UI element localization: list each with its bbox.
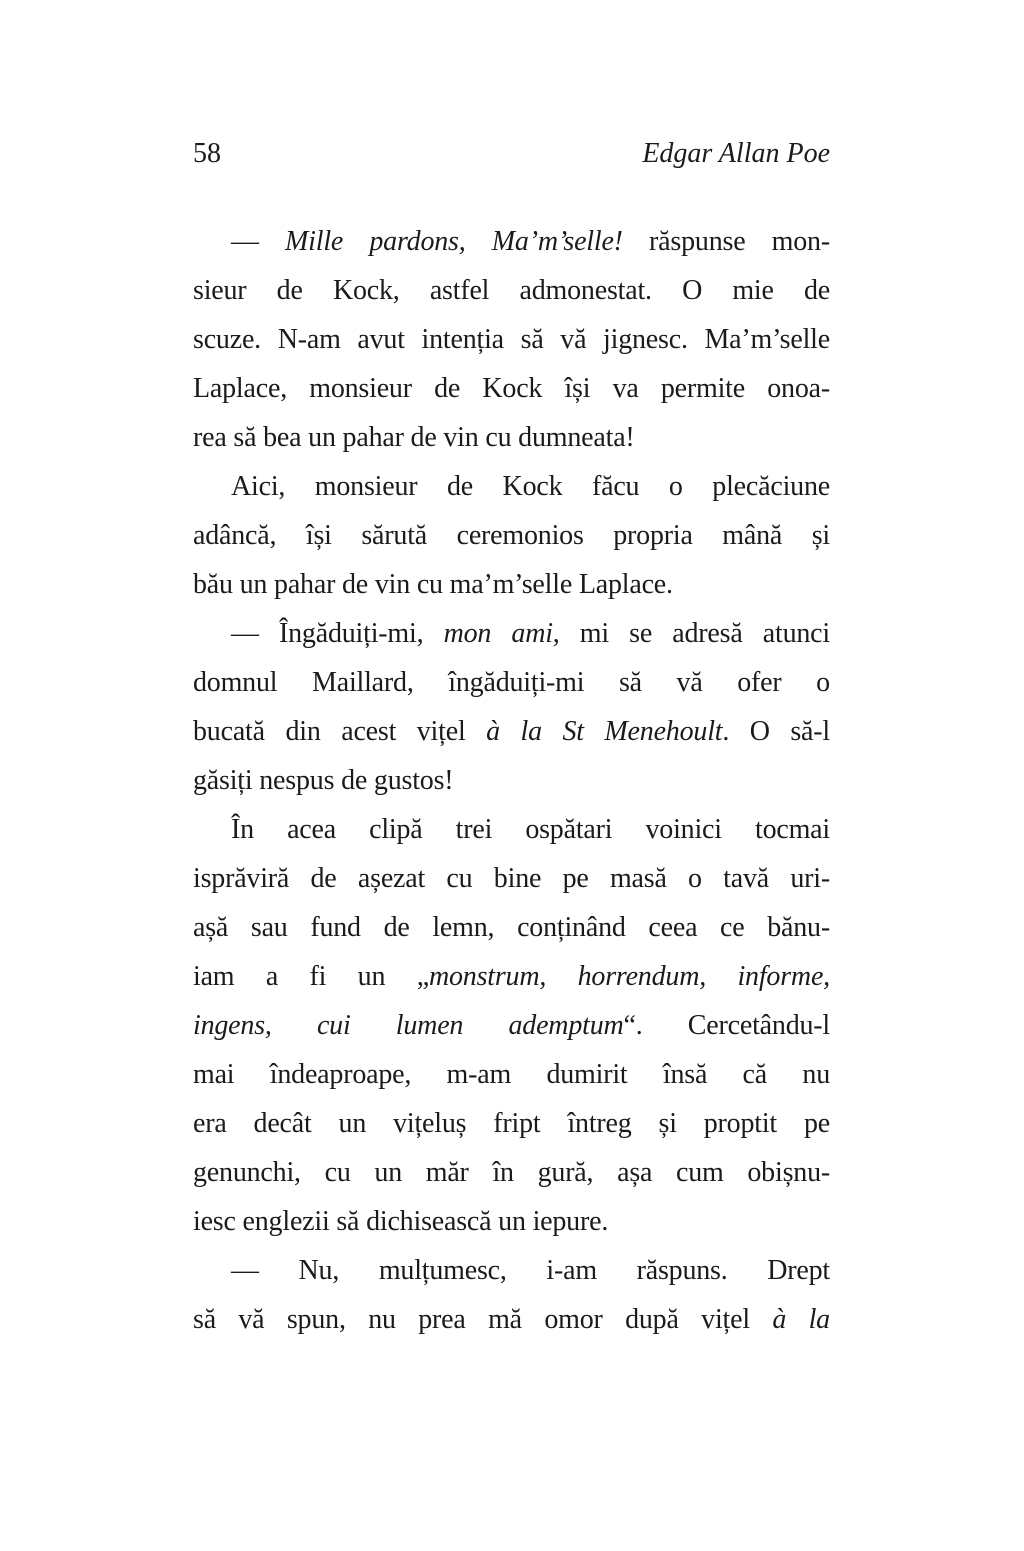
text-line <box>193 609 830 658</box>
text-run: Aici, monsieur de Kock făcu o plecăciune <box>231 471 830 502</box>
page-number: 58 <box>193 138 221 169</box>
text-line <box>193 1246 830 1295</box>
text-run: genunchi, cu un măr în gură, așa cum obișnu- <box>193 1157 830 1188</box>
italic-text-run: mon ami <box>443 618 553 649</box>
italic-text-run: à la <box>772 1304 830 1335</box>
text-run: scuze. N-am avut intenția să vă jignesc. Ma’m’selle <box>193 324 830 355</box>
text-line <box>193 217 830 266</box>
text-line <box>193 1001 830 1050</box>
text-run: . O să-l <box>722 716 830 747</box>
text-run: Laplace, monsieur de Kock își va permite onoa- <box>193 373 830 404</box>
text-line <box>193 1099 830 1148</box>
italic-text-run: ingens, cui lumen ademptum <box>193 1010 624 1041</box>
text-run: adâncă, își sărută ceremonios propria mână și <box>193 520 830 551</box>
text-line <box>193 805 830 854</box>
text-run: bău un pahar de vin cu ma’m’selle Laplace. <box>193 569 673 600</box>
text-run: “. Cercetându-l <box>623 1010 830 1041</box>
text-line <box>193 952 830 1001</box>
text-run: să vă spun, nu prea mă omor după vițel <box>193 1304 773 1335</box>
text-run: așă sau fund de lemn, conținând ceea ce bănu- <box>193 912 830 943</box>
text-run: mai îndeaproape, m-am dumirit însă că nu <box>193 1059 830 1090</box>
text-line <box>193 315 830 364</box>
text-run: rea să bea un pahar de vin cu dumneata! <box>193 422 635 453</box>
text-line <box>193 854 830 903</box>
text-run: găsiți nespus de gustos! <box>193 765 454 796</box>
paragraph <box>193 462 830 609</box>
text-run: iam a fi un „ <box>193 961 429 992</box>
text-line <box>193 903 830 952</box>
paragraph <box>193 805 830 1246</box>
text-run: , mi se adresă atunci <box>552 618 830 649</box>
text-line <box>193 1197 830 1246</box>
page-body-text <box>193 217 830 1344</box>
italic-text-run: monstrum, horrendum, informe, <box>428 961 830 992</box>
text-run: bucată din acest vițel <box>193 716 487 747</box>
running-title-author: Edgar Allan Poe <box>642 138 830 169</box>
running-header <box>193 138 830 170</box>
text-run: — Nu, mulțumesc, i-am răspuns. Drept <box>231 1255 830 1286</box>
text-line <box>193 1148 830 1197</box>
italic-text-run: Mille pardons, Ma’m’selle! <box>285 226 623 257</box>
text-line <box>193 560 830 609</box>
text-run: domnul Maillard, îngăduiți-mi să vă ofer o <box>193 667 830 698</box>
paragraph <box>193 609 830 805</box>
paragraph <box>193 217 830 462</box>
text-run: — Îngăduiți-mi, <box>231 618 444 649</box>
italic-text-run: à la St Menehoult <box>486 716 723 747</box>
text-run: răspunse mon- <box>622 226 830 257</box>
text-line <box>193 462 830 511</box>
text-run: era decât un vițeluș fript întreg și proptit pe <box>193 1108 830 1139</box>
text-line <box>193 1295 830 1344</box>
text-line <box>193 658 830 707</box>
text-run: isprăviră de așezat cu bine pe masă o tavă uri- <box>193 863 830 894</box>
paragraph <box>193 1246 830 1344</box>
text-line <box>193 364 830 413</box>
text-line <box>193 756 830 805</box>
text-line <box>193 266 830 315</box>
text-run: În acea clipă trei ospătari voinici tocmai <box>231 814 830 845</box>
text-run: — <box>231 226 286 257</box>
text-line <box>193 511 830 560</box>
text-line <box>193 413 830 462</box>
text-run: iesc englezii să dichisească un iepure. <box>193 1206 609 1237</box>
text-line <box>193 707 830 756</box>
text-line <box>193 1050 830 1099</box>
text-run: sieur de Kock, astfel admonestat. O mie de <box>193 275 830 306</box>
